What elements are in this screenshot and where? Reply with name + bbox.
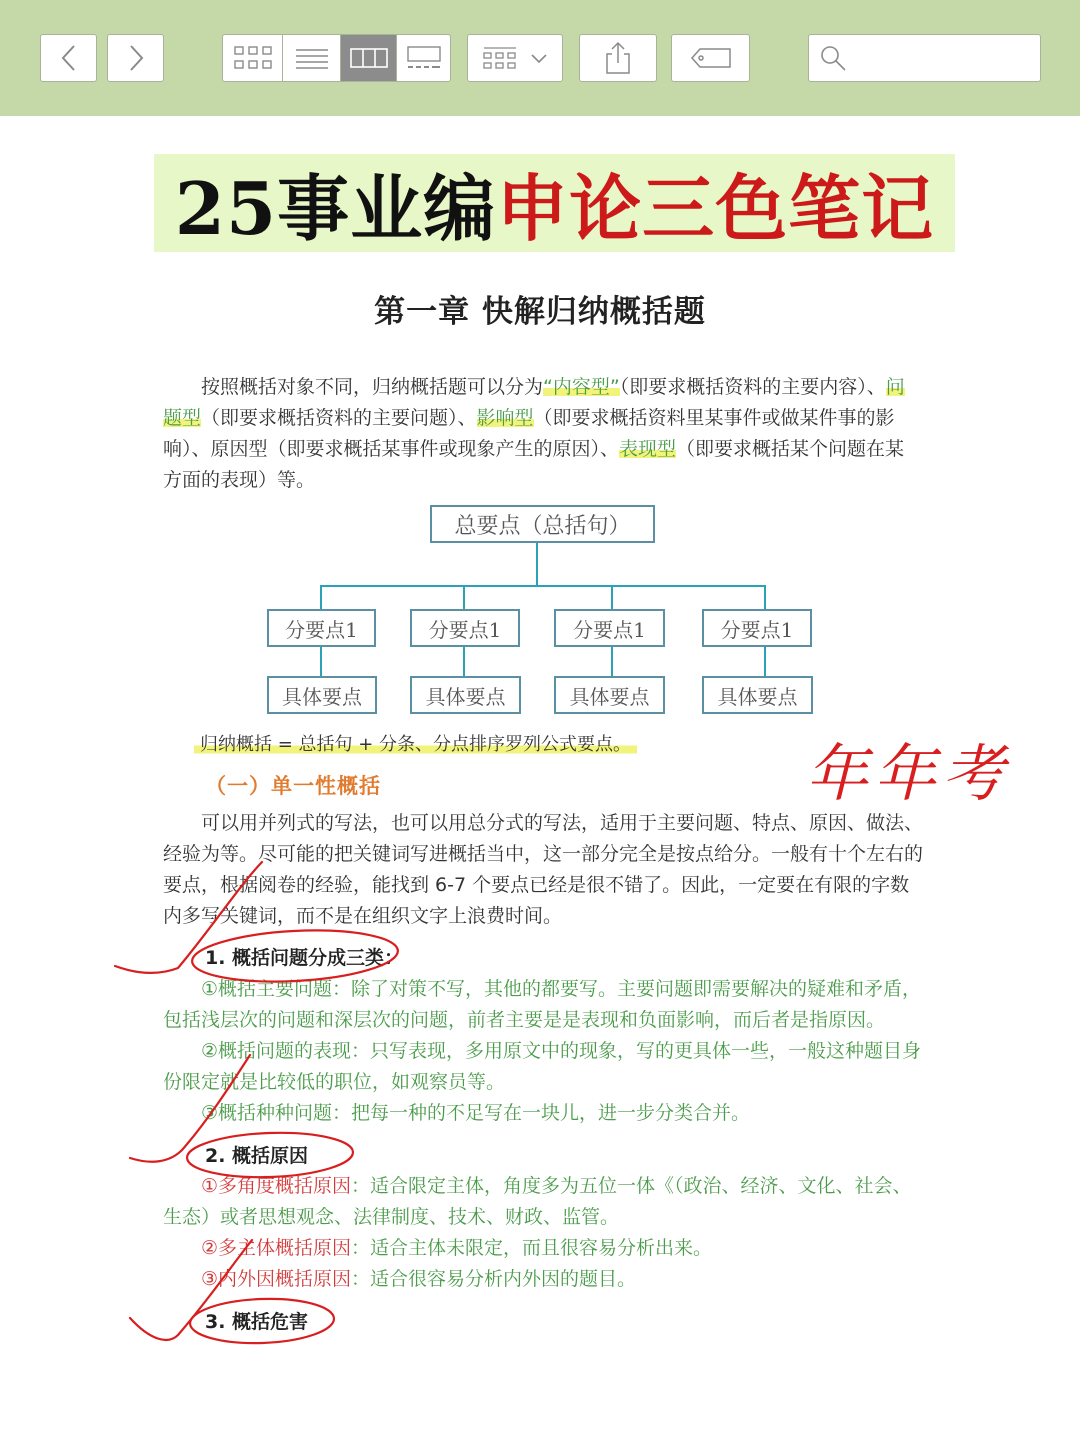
intro-text: （即要求概括某个问题在某方面的表现）等。 [163, 438, 905, 491]
type-problem: 问题型 [163, 376, 905, 429]
search-icon [819, 44, 847, 72]
type-content: “内容型” [543, 376, 620, 398]
grid-icon [233, 45, 273, 71]
diagram-branch: 分要点1 [554, 609, 665, 647]
cause-text: ：适合主体未限定，而且很容易分析出来。 [351, 1237, 713, 1259]
cause-label: ②多主体概括原因 [201, 1237, 352, 1259]
diagram-leaf: 具体要点 [267, 676, 377, 714]
problem-item: ②概括问题的表现：只写表现，多用原文中的现象，写的更具体一些，一般这种题目身份限定就是比较低的职位，如观察员等。 [163, 1040, 922, 1093]
intro-text: （即要求概括资料里某事件或做某件事的影响）、原因型（即要求概括某事件或现象产生的原因）、 [163, 407, 895, 460]
subheading-harms: 3. 概括危害 [205, 1311, 309, 1333]
intro-text: （即要求概括资料的主要问题）、 [201, 407, 477, 429]
cause-text: ：适合限定主体，角度多为五位一体《（政治、经济、文化、社会、生态）或者思想观念、法律制度、技术、财政、监管。 [163, 1175, 912, 1228]
cause-item [163, 1233, 923, 1264]
problem-item: ③概括种种问题：把每一种的不足写在一块儿，进一步分类合并。 [201, 1102, 751, 1124]
tag-button[interactable] [671, 34, 750, 82]
view-switcher [222, 34, 451, 82]
tag-icon [690, 47, 732, 69]
section-title: （一）单一性概括 [205, 774, 381, 798]
formula-text: 归纳概括 = 总括句 + 分条、分点排序罗列公式要点。 [194, 734, 637, 755]
diagram-branch: 分要点1 [267, 609, 376, 647]
forward-button[interactable] [107, 34, 164, 82]
list-icon [295, 47, 329, 69]
subheading-colon: ： [384, 947, 404, 969]
toolbar [0, 0, 1080, 116]
share-icon [603, 41, 633, 75]
subheading-causes: 2. 概括原因 [205, 1145, 309, 1167]
search-field[interactable] [808, 34, 1041, 82]
list-view-button[interactable] [283, 35, 341, 81]
diagram-branch: 分要点1 [410, 609, 520, 647]
column-view-button[interactable] [341, 35, 398, 81]
cause-item [163, 1264, 923, 1295]
handwritten-note: 年年考 [806, 737, 1011, 810]
columns-icon [350, 47, 388, 69]
icon-view-button[interactable] [223, 35, 283, 81]
chapter-heading: 第一章 快解归纳概括题 [374, 294, 706, 330]
diagram-branch: 分要点1 [702, 609, 812, 647]
intro-text: （即要求概括资料的主要内容）、 [619, 376, 886, 398]
diagram-leaf: 具体要点 [702, 676, 813, 714]
section-body: 可以用并列式的写法，也可以用总分式的写法，适用于主要问题、特点、原因、做法、经验为等。尽可能的把关键词写进概括当中，这一部分完全是按点给分。一般有十个左右的要点，根据阅卷的经验，能找到 6-7 个要点已经是很不错了。因此，一定要在有限的字数内多写关键词，而不是在组织文字上浪费时间。 [163, 812, 924, 927]
intro-text: 按照概括对象不同，归纳概括题可以分为 [201, 376, 544, 398]
share-button[interactable] [579, 34, 657, 82]
group-grid-icon [482, 45, 522, 71]
gallery-icon [405, 45, 443, 71]
diagram-root: 总要点（总括句） [430, 505, 655, 543]
cause-label: ①多角度概括原因 [201, 1175, 352, 1197]
cause-text: ：适合很容易分析内外因的题目。 [351, 1268, 637, 1290]
subheading-text: 1. 概括问题分成三类 [205, 947, 385, 969]
type-manifestation: 表现型 [619, 438, 677, 460]
formula-line [194, 729, 664, 760]
group-dropdown[interactable] [467, 34, 563, 82]
cause-item [163, 1171, 923, 1233]
chevron-right-icon [126, 43, 146, 73]
subheading-problems [205, 943, 403, 970]
title-part-red: 申论三色笔记 [496, 166, 935, 251]
diagram-leaf: 具体要点 [410, 676, 521, 714]
cause-label: ③内外因概括原因 [201, 1268, 352, 1290]
gallery-view-button[interactable] [397, 35, 450, 81]
diagram-leaf: 具体要点 [554, 676, 665, 714]
chevron-left-icon [59, 43, 79, 73]
title-part-black: 25事业编 [174, 166, 497, 251]
type-impact: 影响型 [476, 407, 534, 429]
chevron-down-icon [530, 52, 548, 64]
back-button[interactable] [40, 34, 97, 82]
problem-item: ①概括主要问题：除了对策不写，其他的都要写。主要问题即需要解决的疑难和矛盾，包括浅层次的问题和深层次的问题，前者主要是是表现和负面影响，而后者是指原因。 [163, 978, 922, 1031]
intro-paragraph [163, 372, 923, 496]
document-title [154, 154, 955, 252]
